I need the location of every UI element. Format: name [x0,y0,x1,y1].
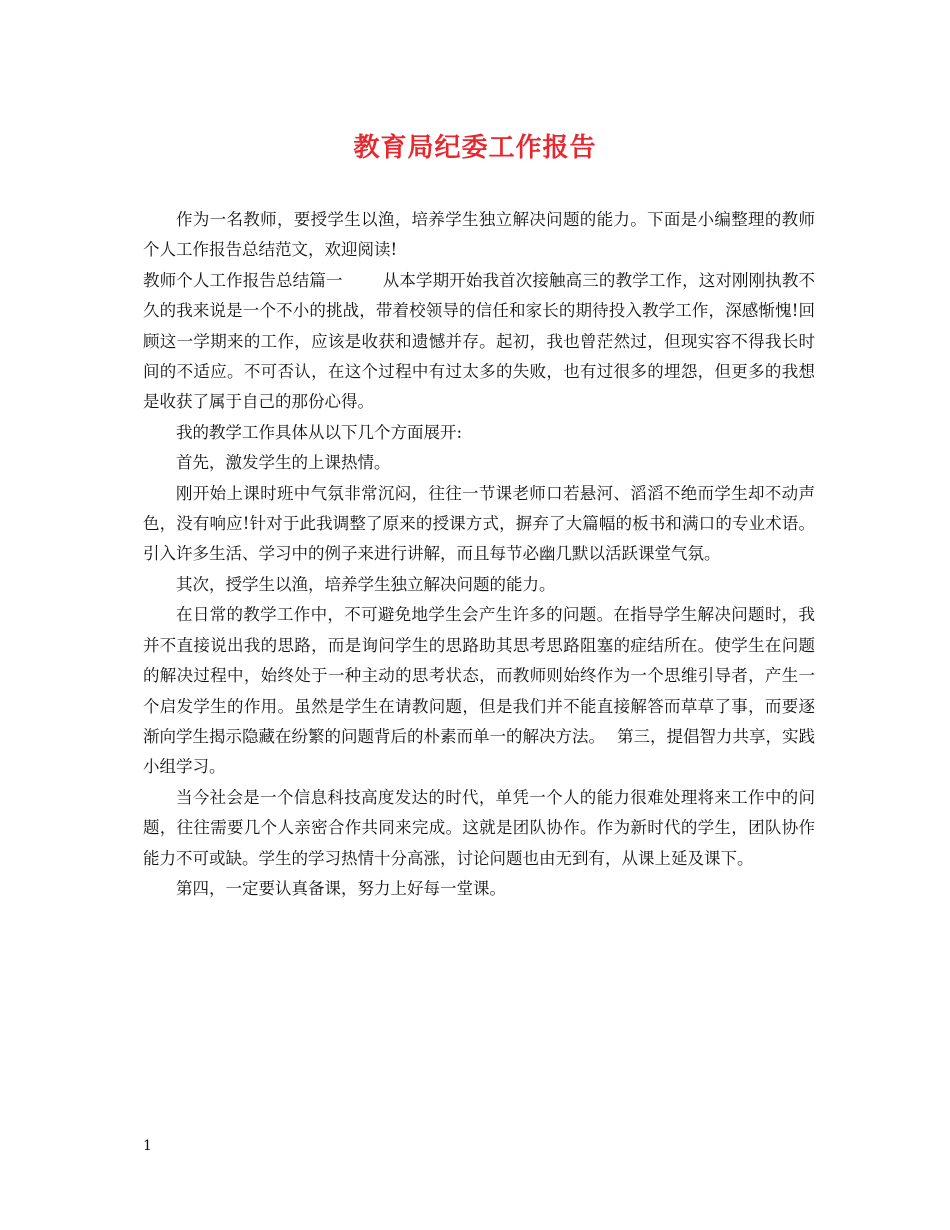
point-fourth: 第四，一定要认真备课，努力上好每一堂课。 [176,878,506,898]
section-start-text: 从本学期开始我首次接触高三的教学工作，这对刚刚执教不久的我来说是一个不小的挑战，带着校领导的信任和家长的期待投入教学工作，深感惭愧!回顾这一学期来的工作，应该是收获和遗憾并存。起初，我也曾茫然过，但现实容不得我长时间的不适应。不可否认，在这个过程中有过太多的失败，也有过很多的埋怨，但更多的我想是收获了属于自己的那份心得。 [143,270,816,412]
paragraph-second-text: 在日常的教学工作中，不可避免地学生会产生许多的问题。在指导学生解决问题时，我并不直接说出我的思路，而是询问学生的思路助其思考思路阻塞的症结所在。使学生在问题的解决过程中，始终处于一种主动的思考状态，而教师则始终作为一个思维引导者，产生一个启发学生的作用。虽然是学生在请教问题，但是我们并不能直接解答而草草了事，而要逐渐向学生揭示隐藏在纷繁的问题背后的朴素而单一的解决方法。 [143,605,815,746]
point-third: 第三，提倡智力共享，实践小组学习。 [143,726,815,777]
section-paragraph [143,266,815,418]
point-first: 首先，激发学生的上课热情。 [176,453,391,473]
point-second: 其次，授学生以渔，培养学生独立解决问题的能力。 [176,574,556,594]
paragraph-first: 刚开始上课时班中气氛非常沉闷，往往一节课老师口若悬河、滔滔不绝而学生却不动声色，没有响应!针对于此我调整了原来的授课方式，摒弃了大篇幅的板书和满口的专业术语。引入许多生活、学习中的例子来进行讲解，而且每节必幽几默以活跃课堂气氛。 [143,483,815,564]
page-number: 1 [143,1138,152,1154]
document-title: 教育局纪委工作报告 [353,133,597,163]
section-heading: 教师个人工作报告总结篇一 [143,270,343,290]
paragraph-third: 当今社会是一个信息科技高度发达的时代，单凭一个人的能力很难处理将来工作中的问题，往往需要几个人亲密合作共同来完成。这就是团队协作。作为新时代的学生，团队协作能力不可或缺。学生的学习热情十分高涨，讨论问题也由无到有，从课上延及课下。 [143,787,815,868]
intro-paragraph: 作为一名教师，要授学生以渔，培养学生独立解决问题的能力。下面是小编整理的教师个人工作报告总结范文，欢迎阅读! [143,210,815,260]
aspects-paragraph: 我的教学工作具体从以下几个方面展开: [176,422,463,442]
paragraph-second [143,600,815,782]
document-body [143,205,815,904]
